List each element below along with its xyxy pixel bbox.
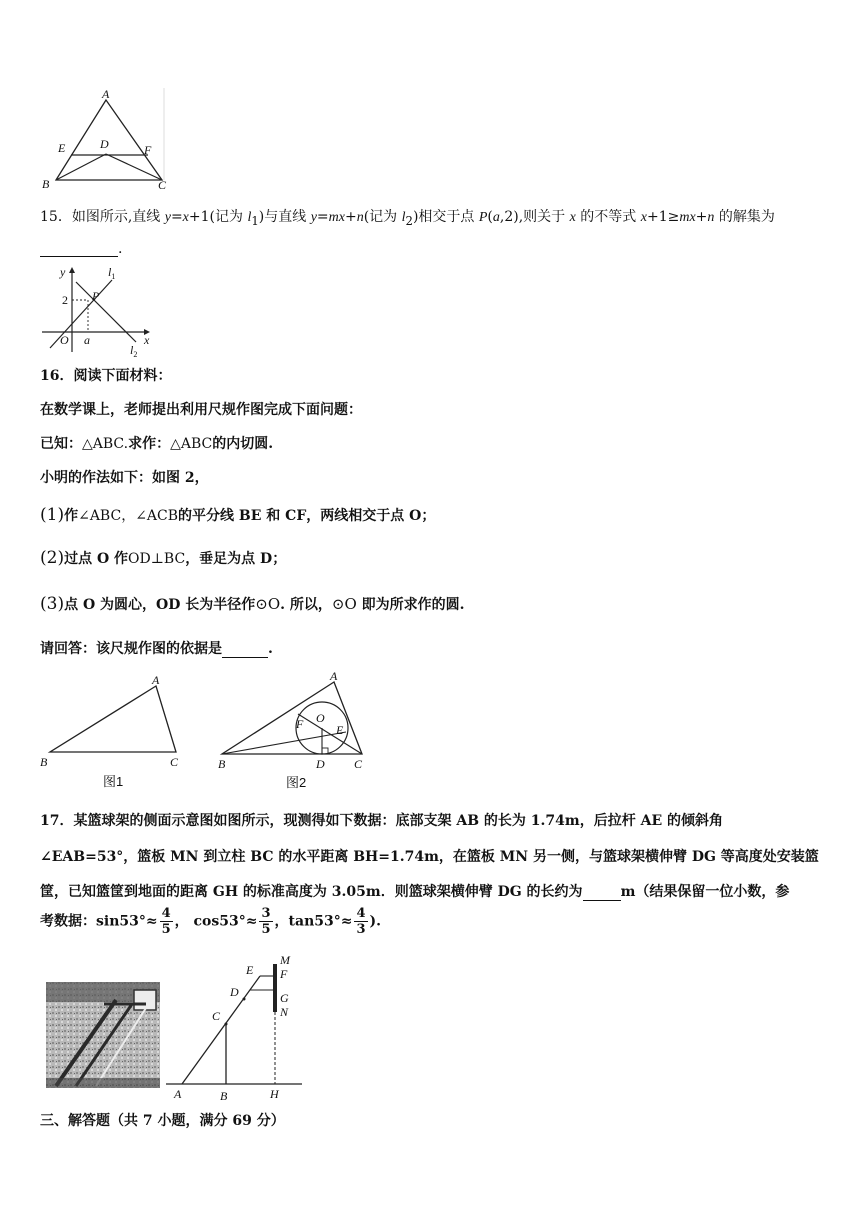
q16-method: 小明的作法如下：如图 2， (40, 470, 209, 486)
q17-schematic (166, 950, 306, 1104)
q17-line1: 17．某篮球架的侧面示意图如图所示，现测得如下数据：底部支架 AB 的长为 1.74m，后拉杆 AE 的倾斜角 (40, 813, 723, 829)
answer-blank[interactable] (583, 884, 621, 901)
label-d: D (230, 985, 239, 999)
label-f: F (144, 143, 152, 157)
fraction-tan: $\frac{4}{3}$ (356, 906, 366, 937)
label-e: E (246, 963, 254, 977)
fraction-cos: $\frac{3}{5}$ (261, 906, 271, 937)
origin-o: O (60, 333, 69, 347)
label-d: D (100, 137, 109, 151)
label-a: A (174, 1087, 182, 1101)
fig1-caption: 图1 (103, 774, 124, 789)
label-c: C (354, 757, 363, 771)
answer-blank[interactable] (222, 641, 268, 658)
tick-2: 2 (62, 293, 68, 307)
q16-ask: 请回答：该尺规作图的依据是 . (40, 641, 273, 657)
answer-blank[interactable] (40, 240, 118, 257)
figure-triangle-aef (36, 86, 176, 194)
q16-step1: (1)作∠ABC，∠ACB的平分线 BE 和 CF，两线相交于点 O； (40, 505, 436, 525)
label-l1: $l_1$ (108, 265, 116, 281)
label-n: N (280, 1005, 289, 1019)
q17-line4: 考数据：sin53°≈ $\frac{4}{5}$ ， cos53°≈ $\frac{3}{5}$ ，tan53°≈ $\frac{4}{3}$ ). (40, 906, 382, 937)
q15-line2: . (40, 240, 122, 257)
label-b: B (220, 1089, 228, 1103)
q16-figure1 (38, 672, 188, 772)
label-m: M (280, 953, 290, 967)
q17-line3: 筐，已知篮筐到地面的距离 GH 的标准高度为 3.05m．则篮球架横伸臂 DG 的长约为 m（结果保留一位小数，参 (40, 884, 790, 900)
label-a: A (152, 673, 160, 687)
label-c: C (212, 1009, 221, 1023)
fig2-caption: 图2 (286, 775, 307, 790)
q17-line2: ∠EAB=53°，篮板 MN 到立柱 BC 的水平距离 BH=1.74m，在篮板 MN 另一侧，与篮球架横伸臂 DG 等高度处安装篮 (40, 849, 819, 865)
label-b: B (40, 755, 48, 769)
label-a: A (330, 669, 338, 683)
q16-known: 已知：△ABC.求作：△ABC的内切圆. (40, 436, 274, 452)
section3-title: 三、解答题（共 7 小题，满分 69 分） (40, 1113, 285, 1129)
q15-graph (36, 262, 156, 358)
label-c: C (170, 755, 179, 769)
q16-figure2 (214, 666, 374, 772)
axis-x: x (144, 333, 150, 347)
label-d: D (316, 757, 325, 771)
fraction-sin: $\frac{4}{5}$ (161, 906, 171, 937)
q16-step2: (2)过点 O 作OD⊥BC，垂足为点 D； (40, 548, 287, 568)
axis-y: y (60, 265, 66, 279)
label-c: C (158, 178, 167, 192)
q15-line1: 15．如图所示,直线 y=x+1(记为 $l_1$)与直线 y=mx+n(记为 $l_2$)相交于点 P(a,2),则关于 x 的不等式 x+1≥mx+n 的解集为 (40, 209, 775, 228)
label-g: G (280, 991, 289, 1005)
basketball-hoop-photo (46, 982, 160, 1088)
label-f: F (296, 717, 304, 731)
q16-intro: 在数学课上，老师提出利用尺规作图完成下面问题： (40, 402, 362, 418)
label-a: A (102, 87, 110, 101)
label-e: E (58, 141, 66, 155)
label-b: B (42, 177, 50, 191)
label-f: F (280, 967, 288, 981)
q16-step3: (3)点 O 为圆心，OD 长为半径作⊙O. 所以，⊙O 即为所求作的圆. (40, 594, 465, 614)
label-b: B (218, 757, 226, 771)
tick-a: a (84, 333, 90, 347)
label-e: E (336, 723, 344, 737)
label-o: O (316, 711, 325, 725)
label-l2: $l_2$ (130, 343, 138, 358)
label-h: H (270, 1087, 279, 1101)
q16-title: 16．阅读下面材料： (40, 368, 172, 384)
label-p: P (92, 289, 100, 303)
